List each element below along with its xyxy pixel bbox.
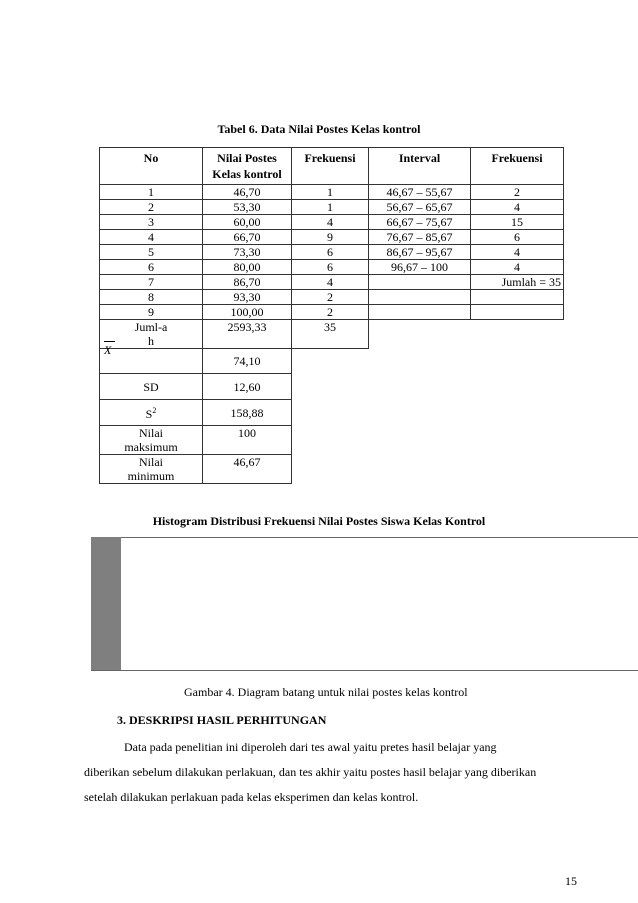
stat-row <box>100 349 564 374</box>
cell-nilai: 100,00 <box>203 305 292 320</box>
jumlah-row <box>100 320 564 349</box>
histogram-chart-area <box>91 537 638 671</box>
table-row <box>100 245 564 260</box>
table-row <box>100 305 564 320</box>
cell-nilai: 53,30 <box>203 200 292 215</box>
cell-frekuensi: 1 <box>292 185 369 200</box>
header-interval: Interval <box>369 148 471 185</box>
section-heading: 3. DESKRIPSI HASIL PERHITUNGAN <box>117 713 327 727</box>
cell-frekuensi-2: 15 <box>471 215 564 230</box>
stat-label: Nilai maksimum <box>100 426 203 455</box>
cell-interval <box>369 290 471 305</box>
stat-row <box>100 400 564 426</box>
stat-label: Nilai minimum <box>100 455 203 484</box>
paragraph-line: Data pada penelitian ini diperoleh dari tes awal yaitu pretes hasil belajar yang <box>124 740 497 754</box>
header-no: No <box>100 148 203 185</box>
table-header-row <box>100 148 564 185</box>
stat-value: 12,60 <box>203 374 292 400</box>
cell-interval: 66,67 – 75,67 <box>369 215 471 230</box>
table-row <box>100 230 564 245</box>
cell-interval: 96,67 – 100 <box>369 260 471 275</box>
blank-cell <box>369 320 471 349</box>
cell-no: 1 <box>100 185 203 200</box>
table-row <box>100 290 564 305</box>
stat-value: 158,88 <box>203 400 292 426</box>
body-paragraph <box>84 735 580 810</box>
cell-no: 3 <box>100 215 203 230</box>
cell-frekuensi: 9 <box>292 230 369 245</box>
stat-value: 46,67 <box>203 455 292 484</box>
header-nilai: Nilai Postes Kelas kontrol <box>203 148 292 185</box>
cell-nilai: 46,70 <box>203 185 292 200</box>
jumlah-frekuensi: 35 <box>292 320 369 349</box>
blank-cell <box>292 349 369 374</box>
cell-interval: 76,67 – 85,67 <box>369 230 471 245</box>
cell-no: 6 <box>100 260 203 275</box>
jumlah-label: Juml-ah <box>100 320 203 349</box>
table-row <box>100 200 564 215</box>
cell-interval <box>369 305 471 320</box>
cell-nilai: 80,00 <box>203 260 292 275</box>
stat-label: $S^2$ <box>100 400 203 426</box>
stat-label: SD <box>100 374 203 400</box>
cell-frekuensi: 2 <box>292 305 369 320</box>
cell-no: 7 <box>100 275 203 290</box>
stat-value: 100 <box>203 426 292 455</box>
table-row <box>100 275 564 290</box>
cell-frekuensi: 1 <box>292 200 369 215</box>
cell-frekuensi-2: 6 <box>471 230 564 245</box>
header-frekuensi: Frekuensi <box>292 148 369 185</box>
cell-interval: 86,67 – 95,67 <box>369 245 471 260</box>
cell-interval: 46,67 – 55,67 <box>369 185 471 200</box>
histogram-axis-panel <box>91 537 121 670</box>
cell-frekuensi: 2 <box>292 290 369 305</box>
cell-no: 4 <box>100 230 203 245</box>
cell-nilai: 86,70 <box>203 275 292 290</box>
cell-no: 2 <box>100 200 203 215</box>
cell-nilai: 60,00 <box>203 215 292 230</box>
histogram-title: Histogram Distribusi Frekuensi Nilai Postes Siswa Kelas Kontrol <box>152 514 486 528</box>
jumlah-nilai: 2593,33 <box>203 320 292 349</box>
figure-caption: Gambar 4. Diagram batang untuk nilai postes kelas kontrol <box>184 685 468 699</box>
cell-frekuensi: 4 <box>292 275 369 290</box>
cell-frekuensi: 4 <box>292 215 369 230</box>
cell-frekuensi-2: 4 <box>471 200 564 215</box>
cell-nilai: 93,30 <box>203 290 292 305</box>
cell-nilai: 66,70 <box>203 230 292 245</box>
paragraph-line: diberikan sebelum dilakukan perlakuan, dan tes akhir yaitu postes hasil belajar yang diberikan <box>84 765 537 779</box>
cell-frekuensi-2: 4 <box>471 245 564 260</box>
cell-frekuensi-2: Jumlah = 35 <box>471 275 564 290</box>
cell-frekuensi: 6 <box>292 245 369 260</box>
stat-row <box>100 374 564 400</box>
table-row <box>100 215 564 230</box>
cell-no: 9 <box>100 305 203 320</box>
cell-frekuensi-2: 4 <box>471 260 564 275</box>
blank-cell <box>292 426 369 455</box>
cell-frekuensi-2: 2 <box>471 185 564 200</box>
cell-frekuensi-2 <box>471 305 564 320</box>
stat-row <box>100 426 564 455</box>
table-title: Tabel 6. Data Nilai Postes Kelas kontrol <box>217 122 421 136</box>
stat-row <box>100 455 564 484</box>
blank-cell <box>292 400 369 426</box>
table-row <box>100 260 564 275</box>
cell-frekuensi: 6 <box>292 260 369 275</box>
blank-cell <box>292 374 369 400</box>
data-table <box>99 147 564 484</box>
paragraph-line: setelah dilakukan perlakuan pada kelas eksperimen dan kelas kontrol. <box>84 790 419 804</box>
cell-interval <box>369 275 471 290</box>
cell-nilai: 73,30 <box>203 245 292 260</box>
cell-no: 8 <box>100 290 203 305</box>
blank-cell <box>292 455 369 484</box>
cell-interval: 56,67 – 65,67 <box>369 200 471 215</box>
header-frekuensi-2: Frekuensi <box>471 148 564 185</box>
stat-value: 74,10 <box>203 349 292 374</box>
cell-frekuensi-2 <box>471 290 564 305</box>
table-row <box>100 185 564 200</box>
blank-cell <box>471 320 564 349</box>
stat-label <box>100 349 203 374</box>
xbar-symbol: X <box>104 343 111 358</box>
cell-no: 5 <box>100 245 203 260</box>
page-number: 15 <box>565 874 577 888</box>
